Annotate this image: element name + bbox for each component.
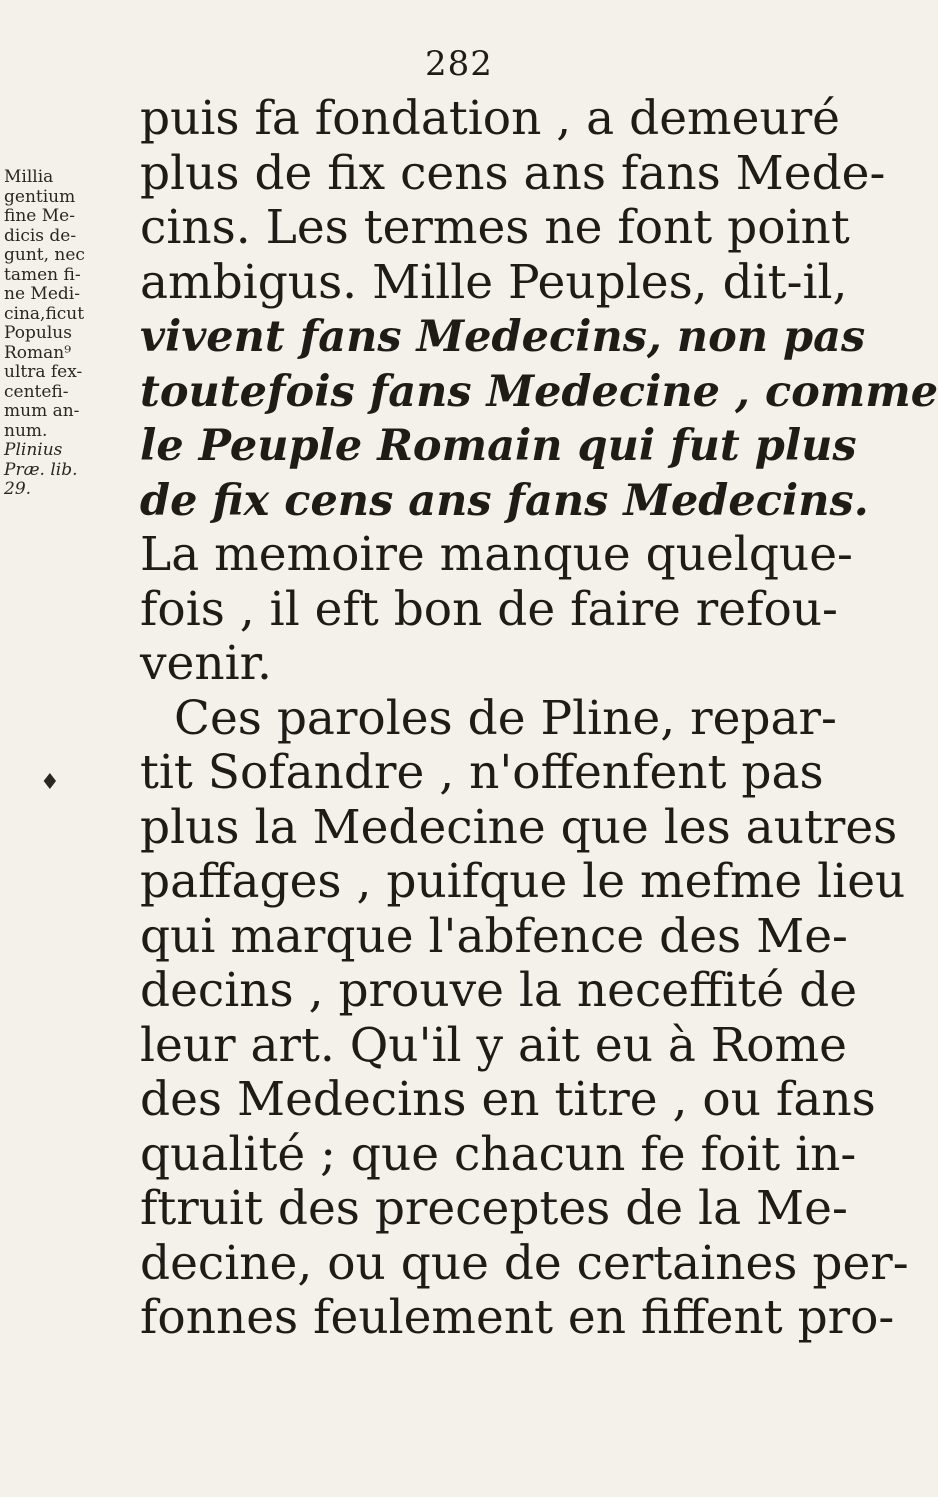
margin-note (4, 168, 116, 500)
margin-source-line: 29. (4, 479, 32, 499)
margin-note-line: mum an- (4, 401, 80, 421)
margin-note-line: Populus (4, 323, 72, 343)
margin-note-line: Millia (4, 167, 54, 187)
margin-ornament: ♦ (40, 770, 60, 795)
margin-note-line: ultra fex- (4, 362, 83, 382)
text-line: fonnes feulement en fiffent pro- (140, 1290, 895, 1345)
margin-note-line: Roman⁹ (4, 342, 72, 363)
text-line: des Medecins en titre , ou fans (140, 1072, 876, 1127)
text-line: qui marque l'abfence des Me- (140, 908, 848, 964)
margin-note-line: dicis de- (4, 225, 77, 246)
margin-note-line: cina,ficut (4, 303, 85, 324)
text-line: ambigus. Mille Peuples, dit-il, (140, 254, 848, 310)
margin-note-line: fine Me- (4, 206, 75, 226)
text-line: venir. (140, 636, 272, 691)
text-line: plus de fix cens ans fans Mede- (140, 145, 886, 201)
quoted-text-line: de fix cens ans fans Medecins. (140, 475, 869, 526)
margin-note-line: centefi- (4, 381, 69, 402)
margin-note-line: num. (4, 420, 48, 441)
margin-source-line: Plinius (4, 440, 63, 460)
margin-note-line: ne Medi- (4, 284, 80, 304)
text-line: leur art. Qu'il y ait eu à Rome (140, 1017, 847, 1073)
paragraph-start-line: Ces paroles de Pline, repar- (174, 690, 837, 746)
text-line: La memoire manque quelque- (140, 527, 853, 582)
text-line: puis fa fondation , a demeuré (140, 91, 840, 146)
quoted-text-line: toutefois fans Medecine , comme (140, 366, 938, 417)
text-line: ftruit des preceptes de la Me- (140, 1181, 848, 1236)
margin-source-line: Præ. lib. (4, 459, 78, 480)
text-line: decins , prouve la neceffité de (140, 963, 858, 1018)
body-text (140, 91, 938, 1346)
margin-note-line: gentium (4, 186, 76, 207)
quoted-text-line: le Peuple Romain qui fut plus (140, 421, 857, 471)
page-number: 282 (425, 44, 493, 84)
text-line: tit Sofandre , n'offenfent pas (140, 745, 824, 800)
text-line: fois , il eft bon de faire refou- (140, 581, 838, 637)
text-line: decine, ou que de certaines per- (140, 1235, 909, 1291)
text-line: plus la Medecine que les autres (140, 799, 898, 855)
text-line: qualité ; que chacun fe foit in- (140, 1126, 857, 1182)
margin-note-line: tamen fi- (4, 264, 81, 285)
quoted-text-line: vivent fans Medecins, non pas (140, 312, 866, 362)
margin-note-line: gunt, nec (4, 245, 85, 265)
text-line: cins. Les termes ne font point (140, 200, 850, 255)
text-line: paffages , puifque le mefme lieu (140, 854, 906, 909)
